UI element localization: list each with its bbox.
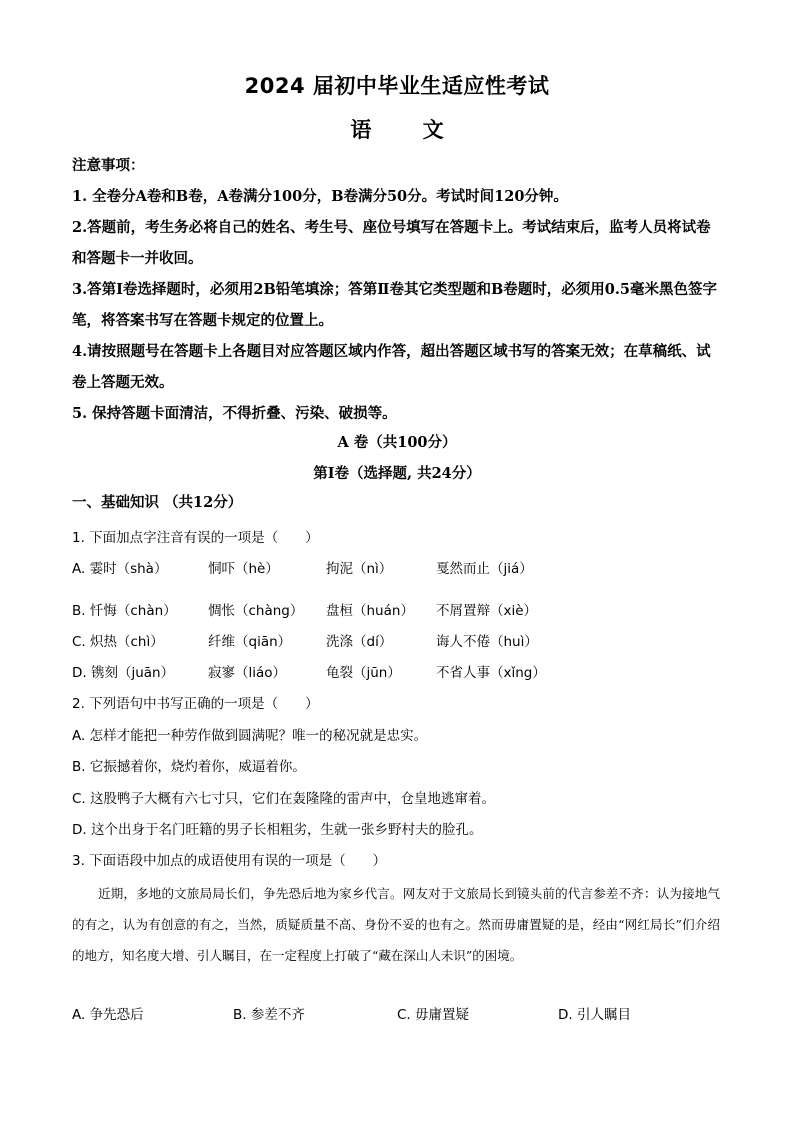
q1-c-3: 洗涤（dí） <box>326 634 393 650</box>
q2-stem: 2. 下列语句中书写正确的一项是（ ） <box>72 696 319 712</box>
q2-option-b: B. 它振撼着你，烧灼着你，威逼着你。 <box>72 759 306 775</box>
notes-section <box>72 150 722 429</box>
q1-a-1: A. 霎时（shà） <box>72 561 168 577</box>
q1-c-2: 纤维（qiān） <box>208 634 292 650</box>
notes-heading: 注意事项： <box>72 157 145 174</box>
note-item-5: 5. 保持答题卡面清洁，不得折叠、污染、破损等。 <box>72 405 397 422</box>
q2-option-d: D. 这个出身于名门旺籍的男子长相粗劣，生就一张乡野村夫的脸孔。 <box>72 822 483 838</box>
q3-choice-a: A. 争先恐后 <box>72 1007 144 1023</box>
q1-b-2: 惆怅（chàng） <box>208 603 304 619</box>
note-item-1: 1. 全卷分A卷和B卷，A卷满分100分，B卷满分50分。考试时间120分钟。 <box>72 188 568 205</box>
q1-d-1: D. 镌刻（juān） <box>72 665 175 681</box>
q2-option-c: C. 这股鸭子大概有六七寸只，它们在轰隆隆的雷声中，仓皇地逃窜着。 <box>72 791 496 807</box>
volume-a-heading: A 卷（共100分） <box>337 434 457 451</box>
exam-title: 2024 届初中毕业生适应性考试 <box>244 74 550 98</box>
note-item-3: 3.答第Ⅰ卷选择题时，必须用2B铅笔填涂；答第Ⅱ卷其它类型题和B卷题时，必须用0.5毫米黑色签字笔，将答案书写在答题卡规定的位置上。 <box>72 281 717 329</box>
q3-choice-b: B. 参差不齐 <box>233 1007 305 1023</box>
q3-passage-text: 近期，多地的文旅局局长们，争先恐后地为家乡代言。网友对于文旅局长到镜头前的代言参差不齐：认为接地气的有之，认为有创意的有之，当然，质疑质量不高、身份不妥的也有之。然而毋庸置疑的是，经由“网红局长”们介绍的地方，知名度大增、引人瞩目，在一定程度上打破了“藏在深山人未识”的困境。 <box>72 886 720 963</box>
q1-d-4: 不省人事（xǐng） <box>436 665 546 681</box>
note-item-2: 2.答题前，考生务必将自己的姓名、考生号、座位号填写在答题卡上。考试结束后，监考人员将试卷和答题卡一并收回。 <box>72 219 711 267</box>
q1-d-2: 寂寥（liáo） <box>208 665 287 681</box>
q2-option-a: A. 怎样才能把一种劳作做到圆满呢？唯一的秘况就是忠实。 <box>72 728 428 744</box>
q1-a-4: 戛然而止（jiá） <box>436 561 533 577</box>
part-one-heading: 第Ⅰ卷（选择题, 共24分） <box>313 465 481 482</box>
q1-a-2: 恫吓（hè） <box>208 561 279 577</box>
q1-b-3: 盘桓（huán） <box>326 603 414 619</box>
q1-c-1: C. 炽热（chì） <box>72 634 164 650</box>
q3-choice-c: C. 毋庸置疑 <box>397 1007 470 1023</box>
q1-b-4: 不屑置辩（xiè） <box>436 603 538 619</box>
basic-knowledge-heading: 一、基础知识 （共12分） <box>72 494 243 511</box>
q1-stem: 1. 下面加点字注音有误的一项是（ ） <box>72 530 319 546</box>
q3-passage <box>72 878 720 971</box>
q1-b-1: B. 忏悔（chàn） <box>72 603 177 619</box>
q3-stem: 3. 下面语段中加点的成语使用有误的一项是（ ） <box>72 853 387 869</box>
q3-choice-d: D. 引人瞩目 <box>558 1007 631 1023</box>
q1-a-3: 拘泥（nì） <box>326 561 393 577</box>
q1-c-4: 诲人不倦（huì） <box>436 634 538 650</box>
note-item-4: 4.请按照题号在答题卡上各题目对应答题区域内作答，超出答题区域书写的答案无效；在草稿纸、试卷上答题无效。 <box>72 343 711 391</box>
subject-title: 语 文 <box>350 118 466 142</box>
q1-d-3: 龟裂（jūn） <box>326 665 401 681</box>
